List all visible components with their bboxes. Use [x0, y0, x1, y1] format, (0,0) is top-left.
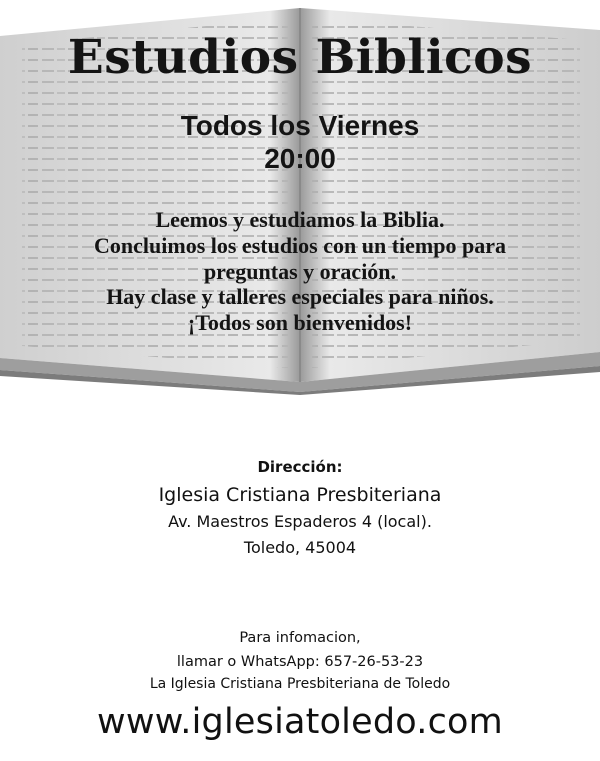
- flyer-description: [0, 207, 600, 336]
- description-line: ¡Todos son bienvenidos!: [187, 310, 413, 336]
- street-address: Av. Maestros Espaderos 4 (local).: [168, 512, 432, 531]
- address-label: Dirección:: [257, 458, 343, 476]
- contact-intro: Para infomacion,: [239, 630, 361, 646]
- contact-organization: La Iglesia Cristiana Presbiteriana de Toledo: [149, 676, 451, 692]
- church-name: Iglesia Cristiana Presbiteriana: [158, 484, 442, 506]
- description-line: preguntas y oración.: [203, 258, 397, 284]
- contact-phone: llamar o WhatsApp: 657-26-53-23: [176, 654, 424, 670]
- description-line: Concluimos los estudios con un tiempo para: [94, 232, 506, 258]
- flyer-title: Estudios Biblicos: [67, 30, 533, 85]
- description-line: Leemos y estudiamos la Biblia.: [155, 207, 445, 232]
- schedule-day: Todos los Viernes: [180, 110, 420, 141]
- description-line: Hay clase y talleres especiales para niños.: [106, 284, 494, 310]
- city-postcode: Toledo, 45004: [243, 538, 357, 557]
- website-link[interactable]: www.iglesiatoledo.com: [97, 702, 503, 742]
- schedule-time: 20:00: [264, 143, 336, 174]
